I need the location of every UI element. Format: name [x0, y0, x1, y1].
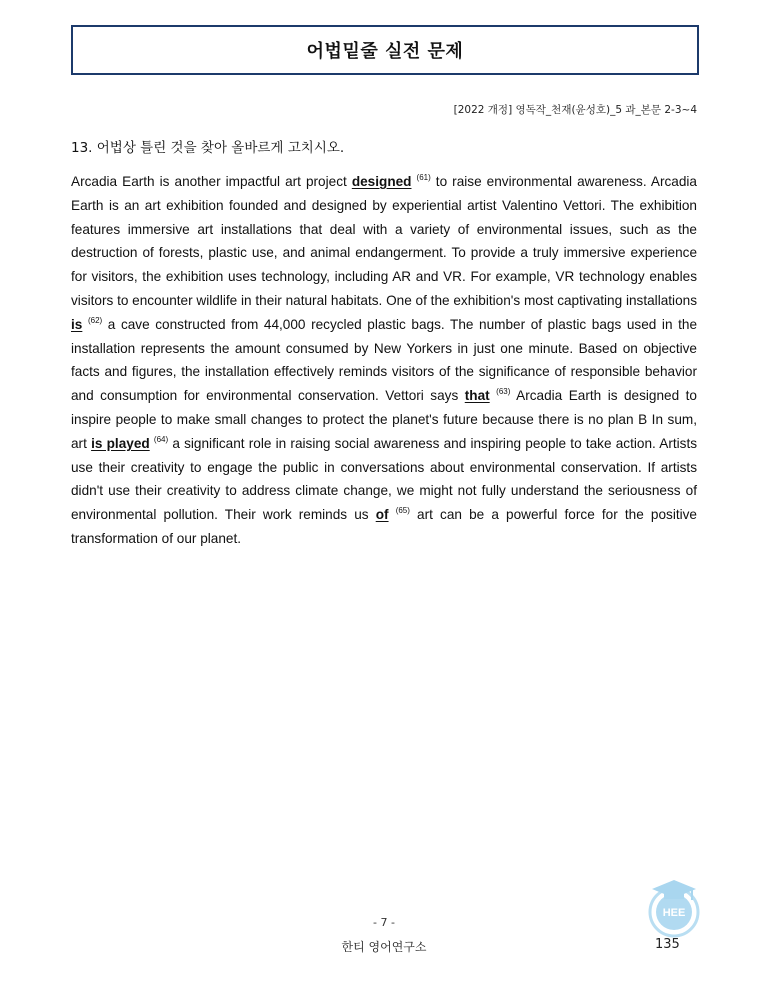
underlined-word: is played — [91, 435, 150, 451]
underlined-word: that — [464, 388, 490, 404]
underlined-word: of — [375, 507, 389, 523]
passage-text — [71, 170, 697, 551]
question-number: (65) — [395, 506, 410, 516]
passage-segment: to raise environmental awareness. Arcadia Earth is an art exhibition founded and designed by experiential artist Valentino Vettori. The exhibition features immersive art installations that deal with a variety of environmental issues, such as the destruction of forests, plastic use, and animal endangerment. To provide a truly immersive experience for visitors, the exhibition uses technology, including AR and VR. For example, VR technology enables visitors to encounter wildlife in their natural habitats. One of the exhibition's most captivating installations — [71, 174, 697, 308]
source-line: [2022 개정] 영독작_천재(윤성호)_5 과_본문 2-3~4 — [453, 104, 697, 116]
question-number: (61) — [416, 173, 431, 182]
logo-text: HEE — [662, 907, 686, 919]
underlined-word: designed — [351, 174, 412, 189]
passage-segment: art can be a powerful force for the positive transformation of our planet. — [71, 507, 697, 546]
question-number: (64) — [153, 434, 169, 444]
question-prompt: 13. 어법상 틀린 것을 찾아 올바르게 고치시오. — [71, 140, 345, 156]
underlined-word: is — [71, 316, 83, 332]
question-number: (62) — [87, 315, 103, 325]
passage-segment: a significant role in raising social awareness and inspiring people to take action. Artists use their creativity to engage the public in conversations about environmental conservation. If artists didn't use their creativity to address climate change, we might not fully understand the seriousness of environmental pollution. Their work reminds us — [71, 435, 698, 523]
footer-institute: 한티 영어연구소 — [341, 940, 427, 954]
page-title: 어법밑줄 실전 문제 — [306, 41, 464, 62]
passage-segment: Arcadia Earth is designed to inspire people to make small changes to protect the planet's future because there is no plan B In sum, art — [71, 388, 697, 451]
title-box — [71, 25, 699, 75]
page-number: - 7 - — [373, 916, 395, 929]
page-count: 135 — [655, 937, 680, 952]
passage-segment: Arcadia Earth is another impactful art project — [71, 174, 352, 189]
passage-segment: a cave constructed from 44,000 recycled plastic bags. The number of plastic bags used in the installation represents the amount consumed by New Yorkers in just one minute. Based on objective facts and figures, the installation effectively reminds visitors of the significance of responsible behavior and consumption for environmental conservation. Vettori says — [71, 316, 698, 404]
hee-logo-icon — [640, 874, 708, 942]
question-number: (63) — [496, 387, 511, 397]
